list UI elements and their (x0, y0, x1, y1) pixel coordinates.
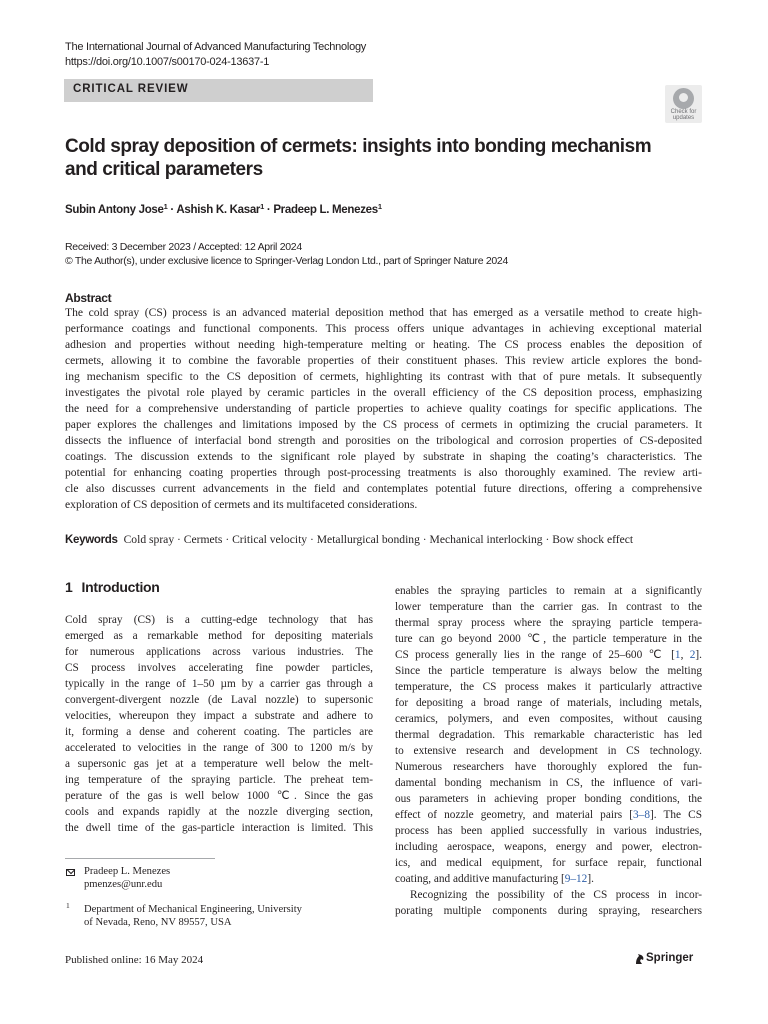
citation-link[interactable]: 2 (689, 649, 696, 661)
body-line (395, 647, 702, 663)
abstract-heading: Abstract (65, 291, 112, 305)
body-line: it, forming a dense and coherent coating. The particles are (65, 726, 373, 738)
body-text: coating, and additive manufacturing [ (395, 873, 565, 885)
section-heading (65, 579, 160, 595)
abstract-line: cle also discusses current advancements in the field and contemplates potential future directions, offering a comprehensive (65, 482, 702, 495)
body-line: lower temperature than the carrier gas. In contrast to the (395, 601, 702, 613)
body-line: temperature, the CS process makes it particularly attractive (395, 681, 702, 693)
abstract-line: potential for enhancing coating properties through post-processing treatments is also thoroughly examined. The review arti- (65, 466, 702, 479)
body-line: ceramics, polymers, and even composites, without causing (395, 713, 702, 725)
body-text: ]. (695, 649, 702, 661)
body-line: Since the particle temperature is always below the melting (395, 665, 702, 677)
affiliation-line1: Department of Mechanical Engineering, University (84, 904, 302, 915)
body-line: for depositing a broad range of materials, including metals, (395, 697, 702, 709)
body-line: ing temperature of the spraying particle. The preheat tem- (65, 774, 373, 786)
abstract-line: paper explores the challenges and limitations imposed by the CS process of cermets in optimizing the crucial parameters. It (65, 418, 702, 431)
body-text: ]. The CS (649, 809, 702, 821)
body-line: enables the spraying particles to remain at a significantly (395, 585, 702, 597)
body-line: velocities, whereupon they impact a substrate and adhere to (65, 710, 373, 722)
badge-text-line2: updates (672, 115, 695, 121)
section-number: 1 (65, 579, 73, 595)
abstract-line: dissects the influence of interfacial bond strength and porosities on the tribological and corrosion properties of CS-deposited (65, 434, 702, 447)
check-updates-icon (673, 88, 694, 109)
body-line: the dwell time of the gas-particle interaction is limited. This (65, 822, 373, 834)
body-line: ics, and medical equipment, for surface repair, functional (395, 857, 702, 869)
body-line: accelerated to velocities in the range of 300 to 1200 m/s by (65, 742, 373, 754)
doi-link[interactable]: https://doi.org/10.1007/s00170-024-13637-1 (65, 56, 270, 68)
abstract-line: The cold spray (CS) process is an advanced material deposition method that has emerged as a versatile method to create high- (65, 306, 702, 319)
author-name[interactable]: Ashish K. Kasar (176, 204, 261, 216)
affiliation-line2: of Nevada, Reno, NV 89557, USA (84, 917, 232, 928)
body-line: for numerous applications across various industries. The (65, 646, 373, 658)
body-text: CS process generally lies in the range of 25–600 ℃ [ (395, 649, 675, 661)
body-line: damental bonding mechanism in CS, the influence of vari- (395, 777, 702, 789)
keywords-line (65, 533, 633, 546)
corresponding-author-name: Pradeep L. Menezes (84, 866, 171, 877)
author-affiliation-mark: 1 (163, 202, 168, 211)
body-line (395, 807, 702, 823)
body-text: effect of nozzle geometry, and material pairs [ (395, 809, 634, 821)
abstract-line: the need for a comprehensive understanding of particle properties to achieve quality coatings for specific applications. The (65, 402, 702, 415)
copyright-notice: © The Author(s), under exclusive licence to Springer-Verlag London Ltd., part of Springer Nature 2024 (65, 255, 509, 267)
body-line: thermal degradation. This remarkable characteristic has led (395, 729, 702, 741)
body-line (395, 871, 702, 887)
citation-link[interactable]: 9–12 (564, 873, 588, 885)
body-line: perature of the gas is well below 1000 ℃. Since the gas (65, 790, 373, 802)
body-line: ture can go beyond 2000 ℃, the particle temperature in the (395, 633, 702, 645)
abstract-line: coatings. The discussion extends to the significant role played by substrate in shaping the coating’s characteristics. The (65, 450, 702, 463)
keywords-text: Cold spray · Cermets · Critical velocity · Metallurgical bonding · Mechanical interlocking · Bow shock effect (123, 533, 634, 546)
body-line: ous parameters in achieving proper bonding conditions, the (395, 793, 702, 805)
body-line: thermal spray process where the spraying particle tempera- (395, 617, 702, 629)
abstract-line: performance coatings and functional components. This process offers unique advantages in achieving exceptional material (65, 322, 702, 335)
body-line: to extensive research and development in CS technology. (395, 745, 702, 757)
body-line: a supersonic gas jet at a temperature well below the melt- (65, 758, 373, 770)
body-line: cools and expands rapidly at the nozzle diverging section, (65, 806, 373, 818)
author-affiliation-mark: 1 (260, 202, 264, 211)
section-title: Introduction (81, 579, 160, 595)
body-line: porating multiple components during spraying, researchers (395, 905, 702, 917)
author-separator: · (263, 204, 274, 216)
body-line: CS process involves accelerating fine powder particles, (65, 662, 373, 674)
body-line: including aerospace, weapons, energy and power, electron- (395, 841, 702, 853)
footnote-divider (65, 858, 215, 859)
article-title-line2: and critical parameters (65, 159, 263, 180)
check-for-updates-badge[interactable] (665, 85, 702, 123)
body-line: convergent-divergent nozzle (de Laval nozzle) to supersonic (65, 694, 373, 706)
publisher-logo-text: Springer (646, 952, 694, 964)
keywords-label: Keywords (65, 534, 118, 546)
badge-text-line1: Check for (670, 109, 697, 115)
springer-horse-icon (634, 953, 645, 965)
abstract-line: cermets, allowing it to combine the favorable properties of their constituent phases. This review article explores the bond- (65, 354, 702, 367)
author-affiliation-mark: 1 (377, 202, 382, 211)
author-separator: · (167, 204, 177, 216)
received-accepted-dates: Received: 3 December 2023 / Accepted: 12 April 2024 (65, 241, 302, 253)
article-type-banner (64, 79, 373, 102)
author-name[interactable]: Subin Antony Jose (65, 204, 164, 216)
envelope-icon (66, 869, 75, 876)
abstract-line: exploration of CS deposition of cermets and its multifaceted considerations. (65, 498, 418, 511)
published-online-date: Published online: 16 May 2024 (65, 954, 204, 966)
body-line: process has been applied successfully in various industries, (395, 825, 702, 837)
article-type-label: CRITICAL REVIEW (73, 83, 189, 95)
abstract-line: ing mechanism specific to the CS deposition of cermets, highlighting its contrast with that of pure metals. It subsequently (65, 370, 702, 383)
abstract-line: adhesion and properties without needing high-temperature melting or heating. The CS process enables the deposition of (65, 338, 702, 351)
body-text: , (680, 649, 690, 661)
corresponding-author-email[interactable]: pmenzes@unr.edu (84, 879, 163, 890)
citation-link[interactable]: 3–8 (633, 809, 650, 821)
affiliation-number: 1 (66, 901, 70, 910)
body-line: Numerous researchers have thoroughly explored the fun- (395, 761, 702, 773)
body-line: Cold spray (CS) is a cutting-edge technology that has (65, 614, 373, 626)
citation-link[interactable]: 1 (674, 649, 681, 661)
body-line: emerged as a remarkable method for depositing materials (65, 630, 373, 642)
abstract-line: investigates the pivotal role played by ceramic particles in the overall efficiency of the CS deposition process, emphasizing (65, 386, 702, 399)
author-list (65, 204, 382, 216)
article-title-line1: Cold spray deposition of cermets: insights into bonding mechanism (65, 136, 652, 157)
body-line: typically in the range of 1–50 µm by a carrier gas through a (65, 678, 373, 690)
author-name[interactable]: Pradeep L. Menezes (273, 204, 378, 216)
journal-name: The International Journal of Advanced Manufacturing Technology (65, 41, 367, 53)
body-text: ]. (587, 873, 594, 885)
body-line: Recognizing the possibility of the CS process in incor- (410, 889, 702, 901)
